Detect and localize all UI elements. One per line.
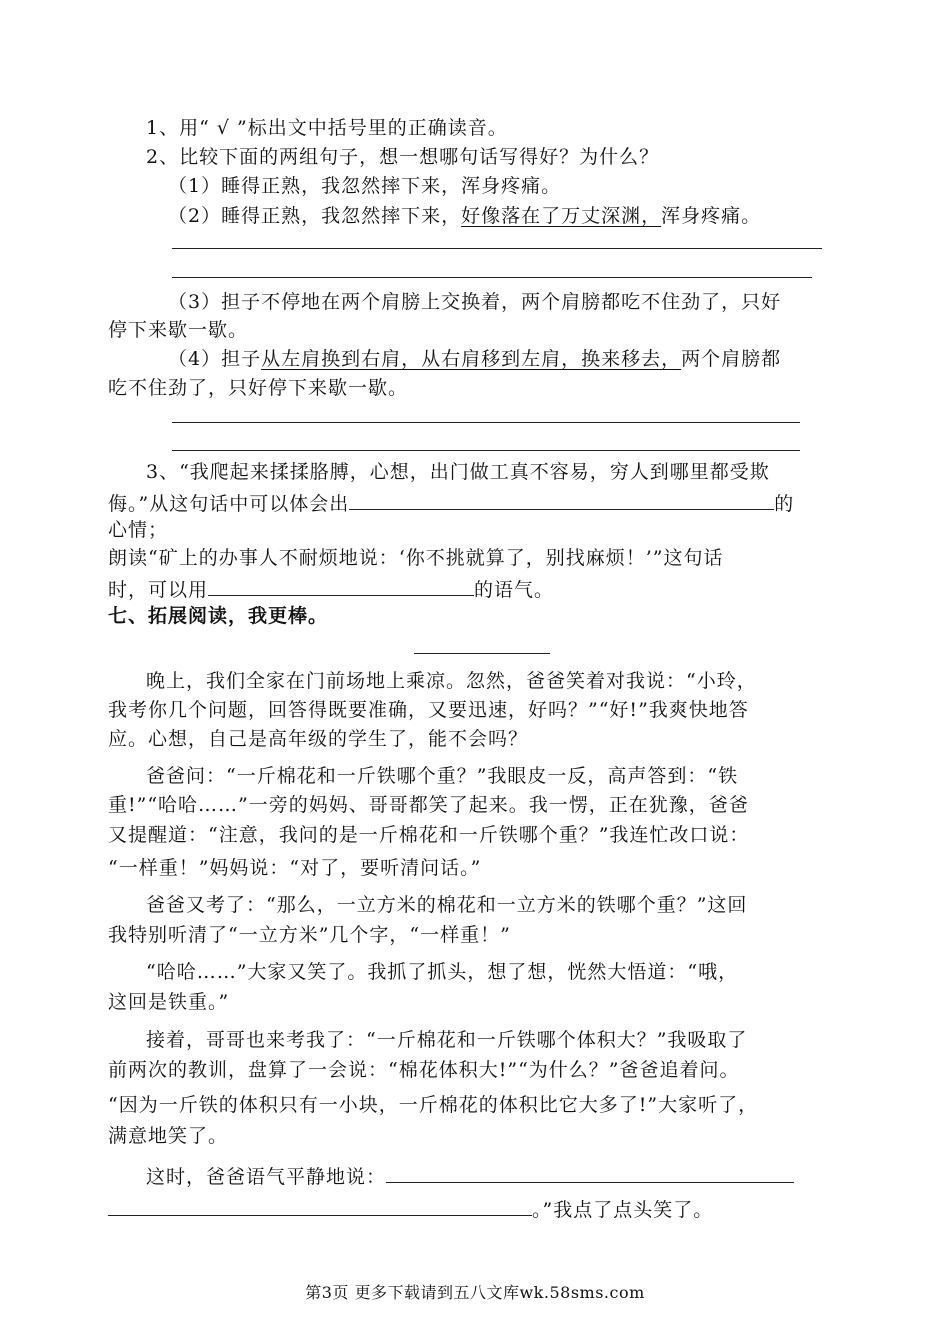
passage-line: 满意地笑了。 <box>108 1125 229 1147</box>
sentence-4-line-2: 吃不住劲了，只好停下来歇一歇。 <box>108 377 409 399</box>
question-3-line-5: 时，可以用 的语气。 <box>108 575 554 602</box>
sentence-4-underlined: 从左肩换到右肩，从右肩移到左肩，换来移去， <box>261 348 682 370</box>
sentence-4-line-1: （4）担子从左肩换到右肩，从右肩移到左肩，换来移去，两个肩膀都 <box>168 348 782 370</box>
sentence-1: （1）睡得正熟，我忽然摔下来，浑身疼痛。 <box>168 175 562 197</box>
passage-line: 这时，爸爸语气平静地说： <box>146 1162 794 1189</box>
answer-line[interactable] <box>172 277 812 278</box>
passage-line: 接着，哥哥也来考我了：“一斤棉花和一斤铁哪个体积大？”我吸取了 <box>146 1029 748 1051</box>
passage-line: “因为一斤铁的体积只有一小块，一斤棉花的体积比它大多了!”大家听了， <box>108 1094 759 1116</box>
sentence-2: （2）睡得正熟，我忽然摔下来，好像落在了万丈深渊，浑身疼痛。 <box>168 205 762 227</box>
answer-line[interactable] <box>172 450 800 451</box>
question-3-line-1: 3、“我爬起来揉揉胳膊，心想，出门做工真不容易，穷人到哪里都受欺 <box>146 461 770 483</box>
question-2: 2、比较下面的两组句子，想一想哪句话写得好？为什么？ <box>146 146 660 168</box>
passage-line: 我特别听清了“一立方米”几个字，“一样重！” <box>108 924 511 946</box>
answer-blank[interactable] <box>108 1195 532 1216</box>
passage-line: 这回是铁重。” <box>108 991 230 1013</box>
answer-blank[interactable] <box>386 1162 794 1183</box>
question-1: 1、用“ √ ”标出文中括号里的正确读音。 <box>146 117 508 139</box>
answer-blank[interactable] <box>349 489 774 510</box>
question-3-line-4: 朗读“矿上的办事人不耐烦地说：‘你不挑就算了，别找麻烦！’”这句话 <box>108 547 724 569</box>
answer-blank[interactable] <box>208 575 474 596</box>
page-footer: 第3页 更多下载请到五八文库wk.58sms.com <box>305 1283 645 1302</box>
passage-line: 应。心想，自己是高年级的学生了，能不会吗？ <box>108 728 529 750</box>
passage-line: “哈哈……”大家又笑了。我抓了抓头，想了想，恍然大悟道：“哦， <box>146 961 739 983</box>
sentence-3-line-1: （3）担子不停地在两个肩膀上交换着，两个肩膀都吃不住劲了，只好 <box>168 291 782 313</box>
question-3-line-2: 侮。”从这句话中可以体会出 的 <box>108 489 794 516</box>
passage-line: 我考你几个问题，回答得既要准确，又要迅速，好吗？”“好!”我爽快地答 <box>108 699 749 721</box>
passage-line: “一样重！”妈妈说：“对了，要听清问话。” <box>108 857 482 879</box>
answer-line[interactable] <box>172 248 822 249</box>
answer-line[interactable] <box>172 422 800 423</box>
passage-line: 重!”“哈哈……”一旁的妈妈、哥哥都笑了起来。我一愣，正在犹豫，爸爸 <box>108 794 749 816</box>
sentence-2-underlined: 好像落在了万丈深渊， <box>461 205 662 227</box>
question-3-line-3: 心情； <box>108 519 169 541</box>
passage-line: 晚上，我们全家在门前场地上乘凉。忽然，爸爸笑着对我说：“小玲， <box>146 670 757 692</box>
passage-line: 。”我点了点头笑了。 <box>108 1195 713 1222</box>
sentence-3-line-2: 停下来歇一歇。 <box>108 319 249 341</box>
passage-line: 前两次的教训，盘算了一会说：“棉花体积大!”“为什么？”爸爸追着问。 <box>108 1059 740 1081</box>
passage-line: 又提醒道：“注意，我问的是一斤棉花和一斤铁哪个重？”我连忙改口说： <box>108 824 750 846</box>
passage-line: 爸爸又考了：“那么，一立方米的棉花和一立方米的铁哪个重？”这回 <box>146 894 748 916</box>
passage-line: 爸爸问：“一斤棉花和一斤铁哪个重？”我眼皮一反，高声答到：“铁 <box>146 765 739 787</box>
title-blank[interactable] <box>414 653 550 654</box>
section-heading: 七、拓展阅读，我更棒。 <box>108 605 329 627</box>
